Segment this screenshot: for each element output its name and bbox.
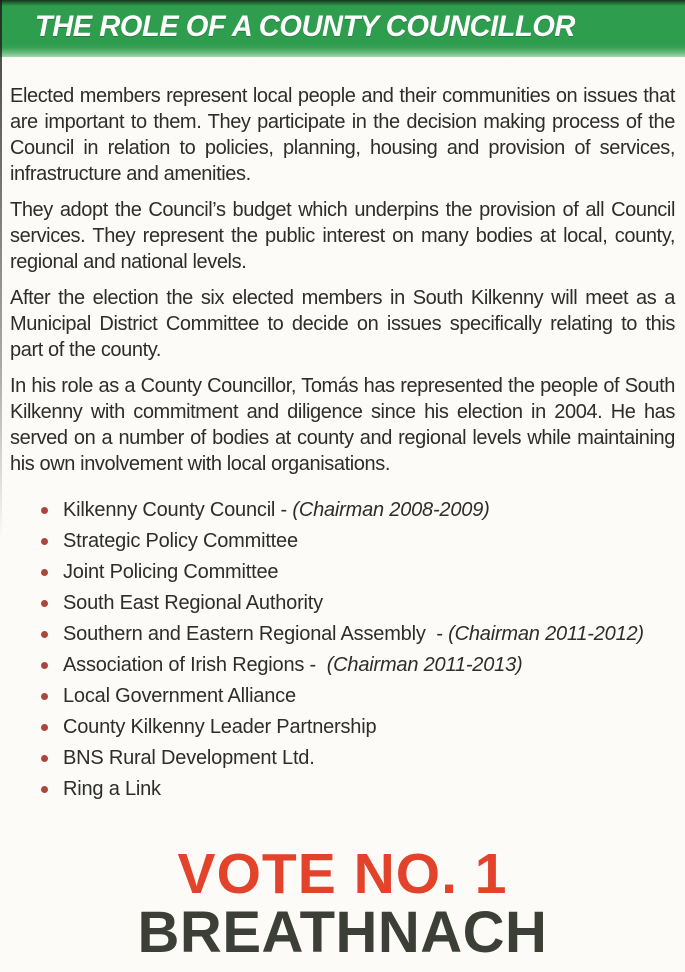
roles-list-item	[10, 774, 675, 805]
paragraph-role-intro: Elected members represent local people and their communities on issues that are important to them. They participate in the decision making process of the Council in relation to policies, planning, housing and provision of services, infrastructure and amenities.	[10, 85, 675, 185]
header-banner	[0, 0, 685, 57]
roles-list-item	[10, 495, 675, 526]
paragraph-tomas-record: In his role as a County Councillor, Tomás has represented the people of South Kilkenny with commitment and diligence since his election in 2004. He has served on a number of bodies at county and regional levels while maintaining his own involvement with local organisations.	[10, 375, 675, 475]
bullet-icon	[41, 507, 48, 514]
roles-list-item	[10, 681, 675, 712]
bullet-icon	[41, 631, 48, 638]
bullet-icon	[41, 538, 48, 545]
roles-list-item	[10, 712, 675, 743]
roles-list-item-text: Local Government Alliance	[63, 685, 296, 707]
roles-list-item-term: (Chairman 2008-2009)	[292, 499, 490, 521]
bullet-icon	[41, 662, 48, 669]
roles-list-item	[10, 526, 675, 557]
roles-list-item	[10, 557, 675, 588]
roles-list-item	[10, 588, 675, 619]
roles-list-item	[10, 743, 675, 774]
scan-edge-artifact	[0, 0, 2, 540]
roles-list-item	[10, 619, 675, 650]
roles-list-item-text: Kilkenny County Council -	[63, 499, 293, 521]
leaflet-body	[0, 57, 685, 965]
roles-list-item-text: Joint Policing Committee	[63, 561, 279, 583]
bullet-icon	[41, 724, 48, 731]
paragraph-municipal-district: After the election the six elected members in South Kilkenny will meet as a Municipal District Committee to decide on issues specifically relating to this part of the county.	[10, 287, 675, 361]
roles-list-item-text: South East Regional Authority	[63, 592, 323, 614]
roles-list-item	[10, 650, 675, 681]
roles-list-item-text: BNS Rural Development Ltd.	[63, 747, 315, 769]
vote-no-1-text: VOTE NO. 1	[177, 842, 508, 906]
roles-list-item-text: Southern and Eastern Regional Assembly -	[63, 623, 449, 645]
bullet-icon	[41, 755, 48, 762]
bullet-icon	[41, 693, 48, 700]
footer	[10, 842, 675, 965]
candidate-surname: BREATHNACH	[137, 900, 548, 965]
roles-list-item-text: County Kilkenny Leader Partnership	[63, 716, 377, 738]
bullet-icon	[41, 600, 48, 607]
bullet-icon	[41, 786, 48, 793]
bullet-icon	[41, 569, 48, 576]
page-title: THE ROLE OF A COUNTY COUNCILLOR	[34, 10, 575, 43]
paragraph-budget: They adopt the Council’s budget which underpins the provision of all Council services. They represent the public interest on many bodies at local, county, regional and national levels.	[10, 199, 675, 273]
roles-list-item-term: (Chairman 2011-2013)	[326, 654, 523, 676]
roles-list	[10, 495, 675, 805]
roles-list-item-text: Strategic Policy Committee	[63, 530, 298, 552]
roles-list-item-text: Association of Irish Regions -	[63, 654, 327, 676]
roles-list-item-term: (Chairman 2011-2012)	[448, 623, 644, 645]
roles-list-item-text: Ring a Link	[63, 778, 161, 800]
